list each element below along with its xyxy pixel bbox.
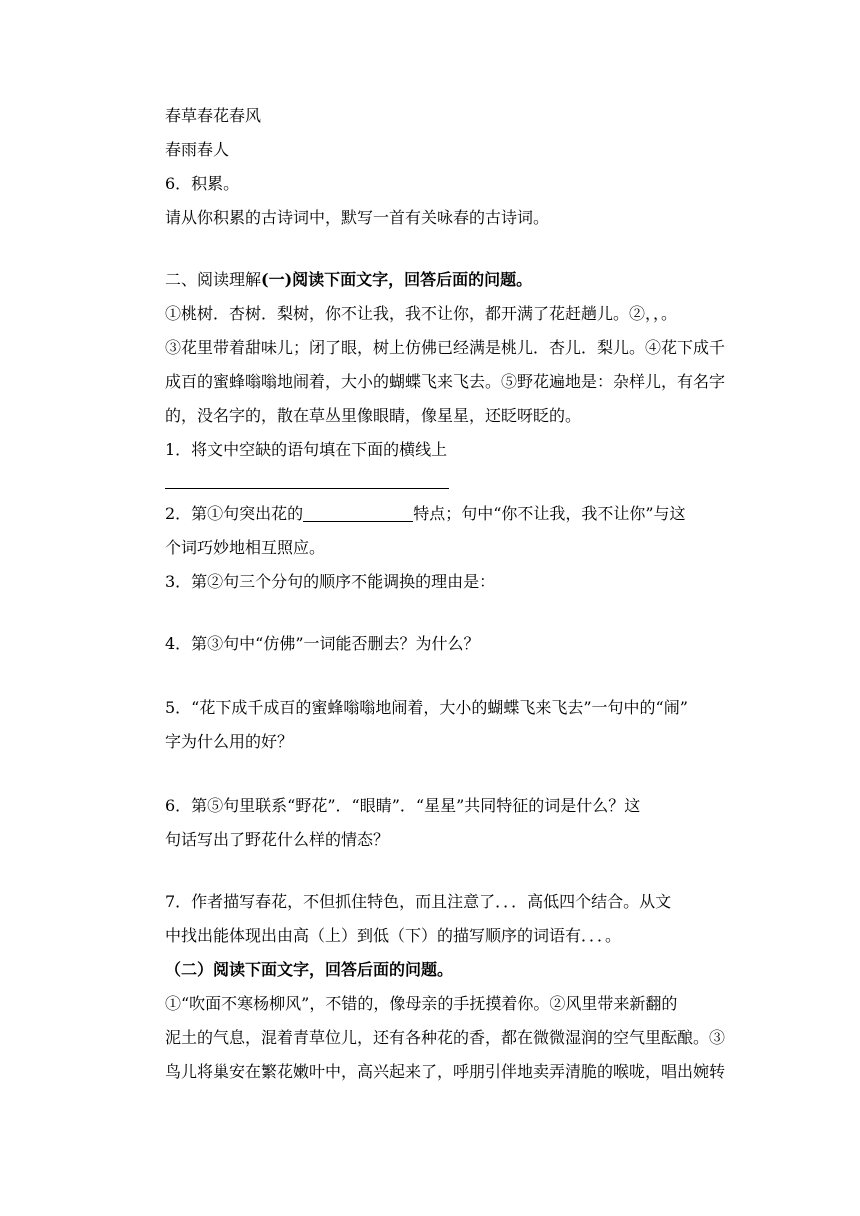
text-line: 春草春花春风 [165, 106, 262, 125]
section-two-heading: （二）阅读下面文字，回答后面的问题。 [165, 960, 454, 979]
passage-line: ①“吹面不寒杨柳风”，不错的，像母亲的手抚摸着你。②风里带来新翻的 [165, 994, 678, 1013]
passage-line: 鸟儿将巢安在繁花嫩叶中，高兴起来了，呼朋引伴地卖弄清脆的喉咙，唱出婉转 [165, 1062, 726, 1081]
passage-line: 泥土的气息，混着青草位儿，还有各种花的香，都在微微湿润的空气里酝酿。③ [165, 1028, 726, 1047]
question-6-continued: 句话写出了野花什么样的情态？ [165, 830, 390, 849]
question-2-prefix: 2．第①句突出花的 [165, 504, 304, 523]
passage-line: ①桃树．杏树．梨树，你不让我，我不让你，都开满了花赶趟儿。②，，。 [165, 304, 678, 323]
question-1: 1．将文中空缺的语句填在下面的横线上 [165, 440, 448, 459]
answer-blank[interactable] [303, 505, 413, 522]
question-5-continued: 字为什么用的好？ [165, 732, 294, 751]
passage-line: ③花里带着甜味儿；闭了眼，树上仿佛已经满是桃儿．杏儿．梨儿。④花下成千 [165, 338, 726, 357]
section-subheading: (一)阅读下面文字，回答后面的问题。 [261, 270, 533, 289]
text-line: 请从你积累的古诗词中，默写一首有关咏春的古诗词。 [165, 208, 550, 227]
question-5: 5．“花下成千成百的蜜蜂嗡嗡地闹着，大小的蝴蝶飞来飞去”一句中的“闹” [165, 698, 688, 717]
text-line: 6．积累。 [165, 174, 240, 193]
question-6: 6．第⑤句里联系“野花”．“眼睛”．“星星”共同特征的词是什么？这 [165, 796, 641, 815]
text-line: 春雨春人 [165, 140, 230, 159]
answer-line[interactable] [165, 488, 449, 489]
passage-line: 成百的蜜蜂嗡嗡地闹着，大小的蝴蝶飞来飞去。⑤野花遍地是：杂样儿，有名字 [165, 372, 726, 391]
section-number: 二、阅读理解 [165, 270, 262, 289]
question-3: 3．第②句三个分句的顺序不能调换的理由是： [165, 572, 496, 591]
section-heading [165, 270, 532, 290]
question-7-continued: 中找出能体现出由高（上）到低（下）的描写顺序的词语有．．．。 [165, 926, 622, 945]
passage-line: 的，没名字的，散在草丛里像眼睛，像星星，还眨呀眨的。 [165, 406, 582, 425]
question-2-continued: 个词巧妙地相互照应。 [165, 538, 326, 557]
question-4: 4．第③句中“仿佛”一词能否删去？为什么？ [165, 634, 480, 653]
question-2 [165, 504, 686, 524]
question-2-suffix: 特点；句中“你不让我，我不让你”与这 [413, 504, 686, 523]
question-7: 7．作者描写春花，不但抓住特色，而且注意了．．．高低四个结合。从文 [165, 892, 672, 911]
